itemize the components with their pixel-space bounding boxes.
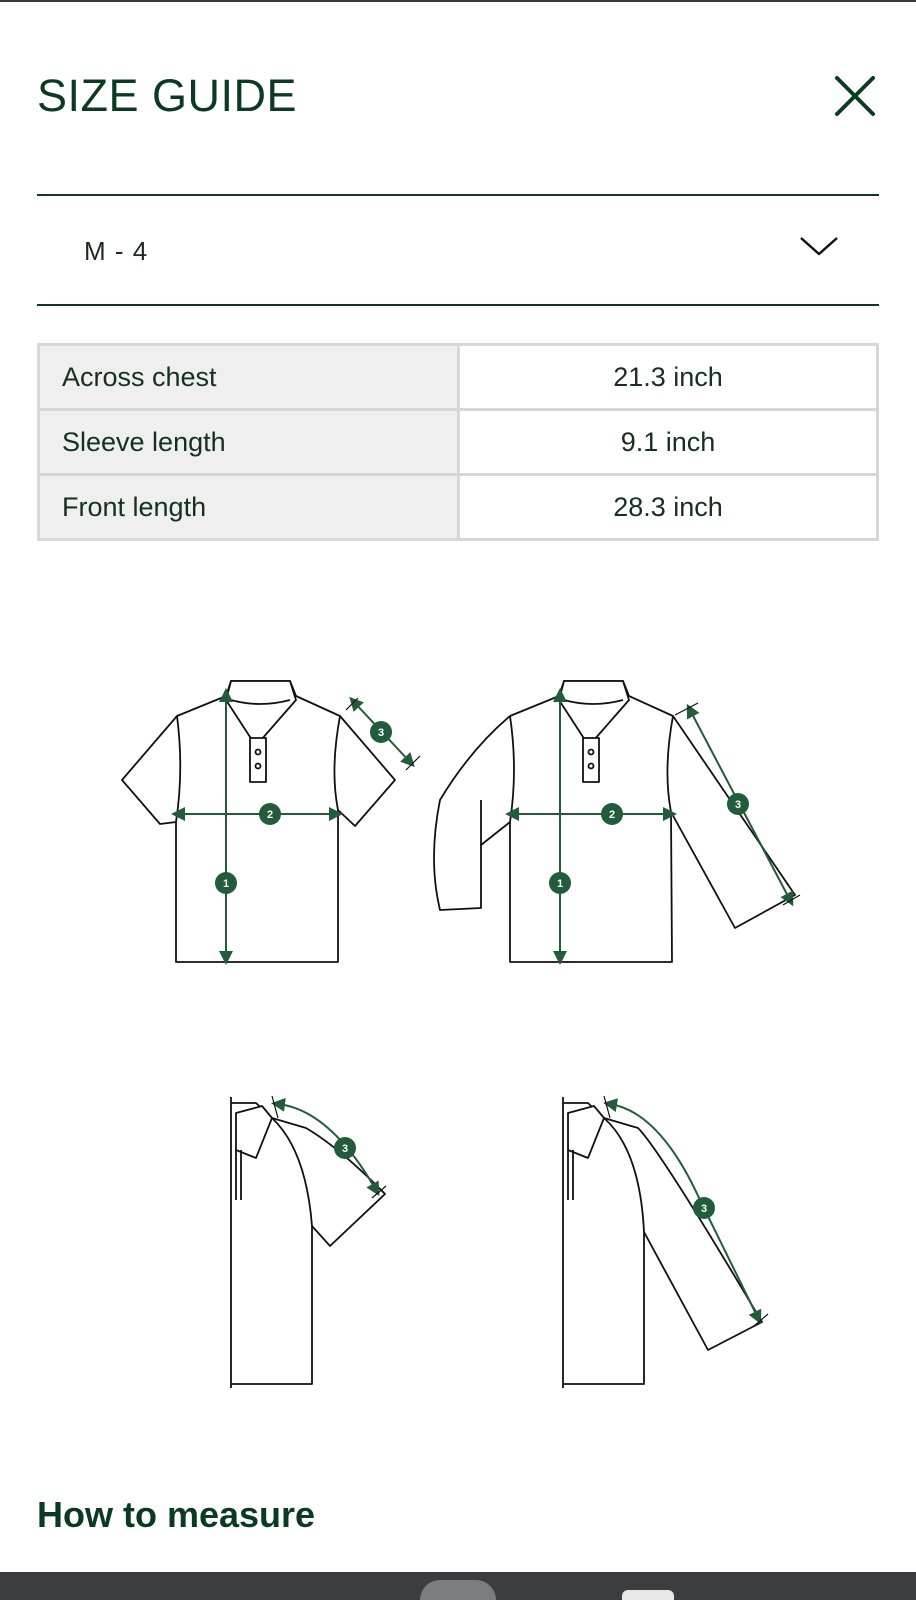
table-row: [39, 475, 878, 540]
marker-1-long-front: [549, 872, 571, 894]
svg-text:3: 3: [700, 1203, 708, 1215]
svg-text:1: 1: [556, 878, 564, 890]
measurement-label: Front length: [39, 475, 459, 540]
measurement-label: Across chest: [39, 345, 459, 410]
table-row: [39, 410, 878, 475]
measurement-value: 21.3 inch: [459, 345, 878, 410]
short-sleeve-front: [122, 681, 395, 962]
short-sleeve-side-measures: [272, 1096, 386, 1198]
top-hairline: [0, 0, 916, 2]
size-select-value: M - 4: [84, 236, 149, 266]
long-sleeve-side: [563, 1097, 762, 1388]
measurement-label: Sleeve length: [39, 410, 459, 475]
svg-text:3: 3: [377, 727, 385, 739]
marker-3-long-side: [693, 1197, 715, 1219]
measurement-table: [37, 343, 879, 541]
shirt-diagrams: [0, 560, 916, 1460]
marker-3-short-side: [334, 1137, 356, 1159]
marker-3-short-front: [370, 721, 392, 743]
svg-text:2: 2: [608, 809, 616, 821]
short-sleeve-side: [231, 1097, 385, 1388]
svg-text:1: 1: [222, 878, 230, 890]
measurement-value: 9.1 inch: [459, 410, 878, 475]
header: [37, 60, 879, 130]
table-row: [39, 345, 878, 410]
chevron-down-icon: [799, 234, 839, 258]
page-title: SIZE GUIDE: [37, 70, 298, 121]
marker-2-short-front: [259, 803, 281, 825]
recents-button[interactable]: [622, 1590, 674, 1600]
system-nav-bar: [0, 1572, 916, 1600]
home-button[interactable]: [420, 1580, 496, 1600]
close-button[interactable]: [831, 72, 879, 120]
marker-2-long-front: [601, 803, 623, 825]
svg-text:2: 2: [266, 809, 274, 821]
marker-1-short-front: [215, 872, 237, 894]
svg-text:3: 3: [341, 1143, 349, 1155]
size-select[interactable]: [37, 194, 879, 306]
measurement-diagram: [0, 560, 916, 1460]
how-to-measure-heading: How to measure: [37, 1494, 316, 1535]
close-icon: [831, 72, 879, 120]
svg-text:3: 3: [734, 799, 742, 811]
measurement-value: 28.3 inch: [459, 475, 878, 540]
marker-3-long-front: [727, 793, 749, 815]
